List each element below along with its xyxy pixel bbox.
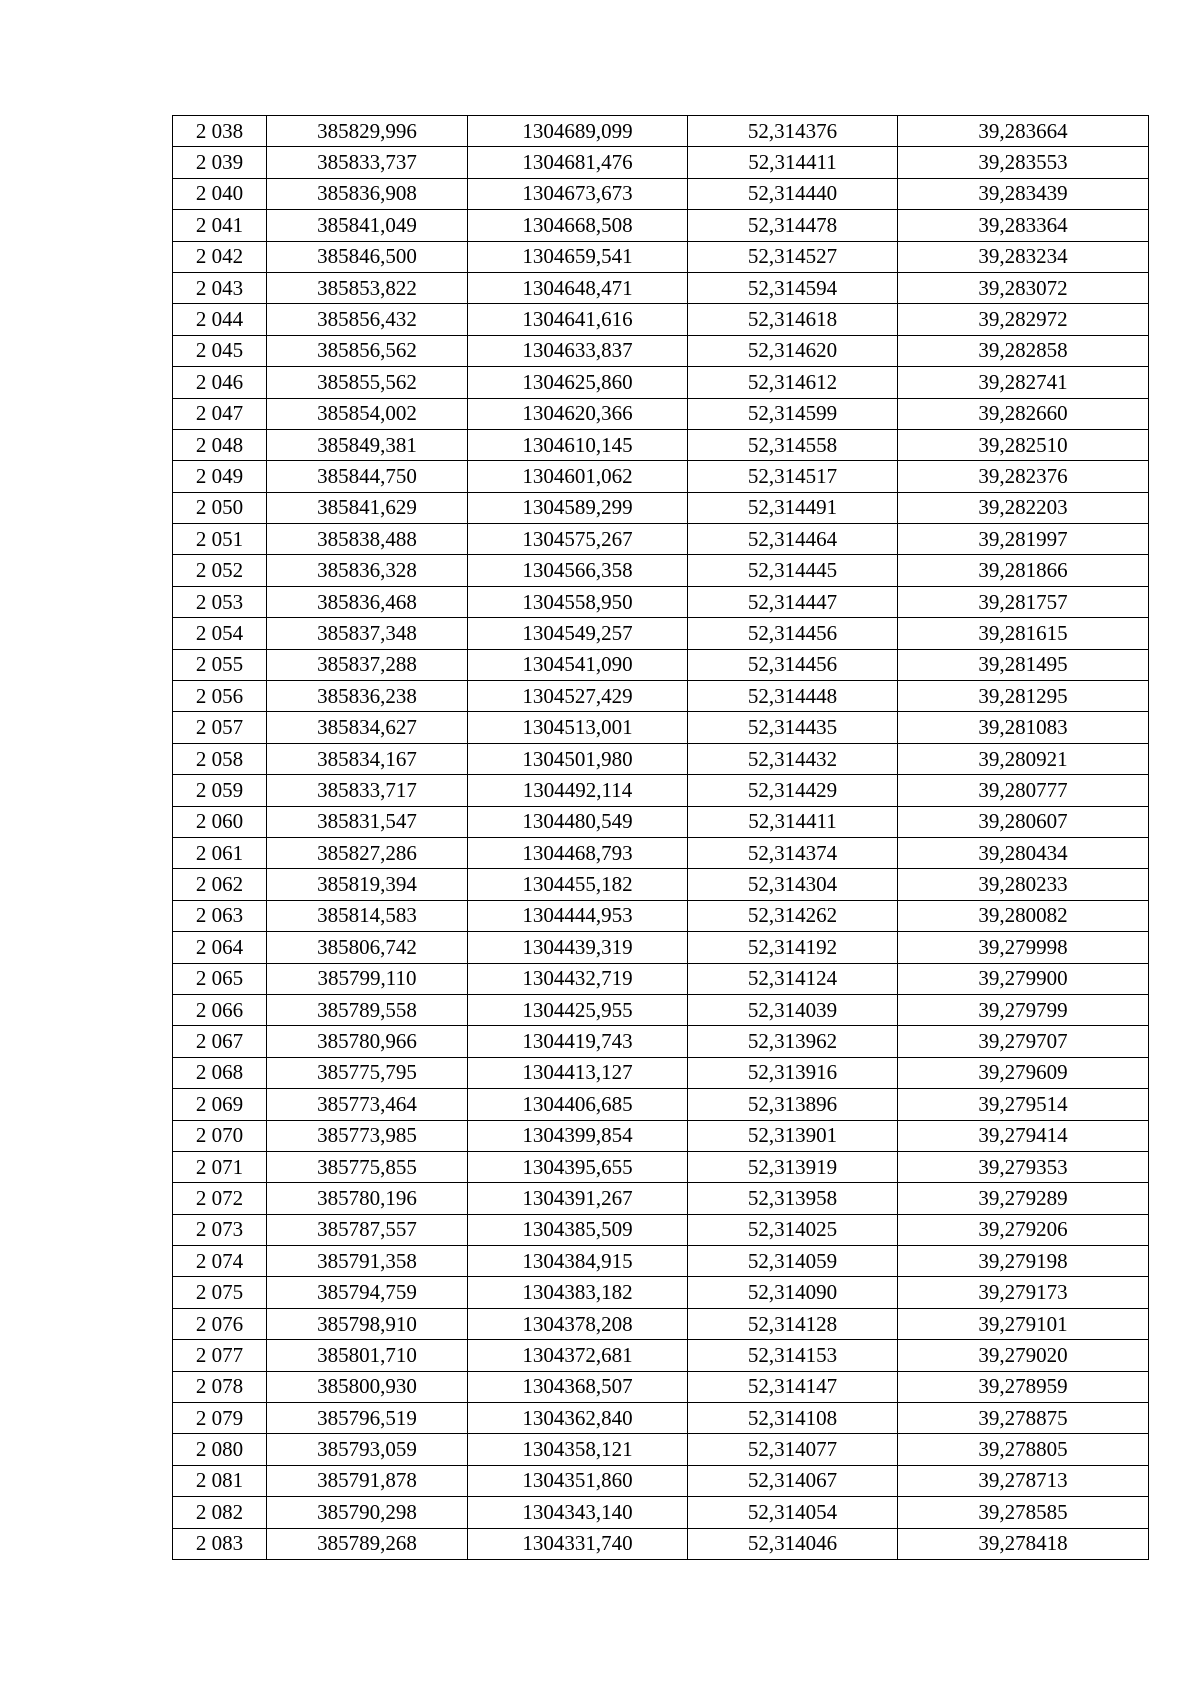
y-coordinate-cell: 1304419,743 (468, 1026, 688, 1057)
longitude-cell: 39,279101 (898, 1308, 1149, 1339)
x-coordinate-cell: 385780,196 (267, 1183, 468, 1214)
table-row (173, 1403, 1149, 1434)
y-coordinate-cell: 1304673,673 (468, 178, 688, 209)
point-number-cell: 2 046 (173, 367, 267, 398)
y-coordinate-cell: 1304432,719 (468, 963, 688, 994)
latitude-cell: 52,313896 (688, 1089, 898, 1120)
longitude-cell: 39,281083 (898, 712, 1149, 743)
latitude-cell: 52,314478 (688, 210, 898, 241)
x-coordinate-cell: 385834,627 (267, 712, 468, 743)
x-coordinate-cell: 385834,167 (267, 743, 468, 774)
y-coordinate-cell: 1304444,953 (468, 900, 688, 931)
longitude-cell: 39,278805 (898, 1434, 1149, 1465)
table-row (173, 272, 1149, 303)
point-number-cell: 2 080 (173, 1434, 267, 1465)
point-number-cell: 2 055 (173, 649, 267, 680)
latitude-cell: 52,314558 (688, 429, 898, 460)
y-coordinate-cell: 1304589,299 (468, 492, 688, 523)
longitude-cell: 39,282660 (898, 398, 1149, 429)
latitude-cell: 52,314025 (688, 1214, 898, 1245)
y-coordinate-cell: 1304558,950 (468, 586, 688, 617)
point-number-cell: 2 071 (173, 1151, 267, 1182)
y-coordinate-cell: 1304425,955 (468, 994, 688, 1025)
table-row (173, 1120, 1149, 1151)
point-number-cell: 2 078 (173, 1371, 267, 1402)
table-row (173, 147, 1149, 178)
latitude-cell: 52,314262 (688, 900, 898, 931)
y-coordinate-cell: 1304385,509 (468, 1214, 688, 1245)
x-coordinate-cell: 385836,238 (267, 681, 468, 712)
point-number-cell: 2 067 (173, 1026, 267, 1057)
longitude-cell: 39,282741 (898, 367, 1149, 398)
longitude-cell: 39,279289 (898, 1183, 1149, 1214)
latitude-cell: 52,313901 (688, 1120, 898, 1151)
longitude-cell: 39,283234 (898, 241, 1149, 272)
y-coordinate-cell: 1304668,508 (468, 210, 688, 241)
y-coordinate-cell: 1304492,114 (468, 775, 688, 806)
latitude-cell: 52,314447 (688, 586, 898, 617)
point-number-cell: 2 038 (173, 116, 267, 147)
y-coordinate-cell: 1304413,127 (468, 1057, 688, 1088)
point-number-cell: 2 047 (173, 398, 267, 429)
table-body (173, 116, 1149, 1560)
y-coordinate-cell: 1304659,541 (468, 241, 688, 272)
longitude-cell: 39,279799 (898, 994, 1149, 1025)
table-row (173, 524, 1149, 555)
latitude-cell: 52,314128 (688, 1308, 898, 1339)
table-row (173, 586, 1149, 617)
x-coordinate-cell: 385775,795 (267, 1057, 468, 1088)
y-coordinate-cell: 1304406,685 (468, 1089, 688, 1120)
point-number-cell: 2 050 (173, 492, 267, 523)
latitude-cell: 52,314376 (688, 116, 898, 147)
latitude-cell: 52,314039 (688, 994, 898, 1025)
longitude-cell: 39,279020 (898, 1340, 1149, 1371)
table-row (173, 1026, 1149, 1057)
latitude-cell: 52,314599 (688, 398, 898, 429)
table-row (173, 304, 1149, 335)
table-row (173, 178, 1149, 209)
longitude-cell: 39,282376 (898, 461, 1149, 492)
table-row (173, 1214, 1149, 1245)
y-coordinate-cell: 1304372,681 (468, 1340, 688, 1371)
y-coordinate-cell: 1304391,267 (468, 1183, 688, 1214)
latitude-cell: 52,314448 (688, 681, 898, 712)
table-row (173, 335, 1149, 366)
y-coordinate-cell: 1304620,366 (468, 398, 688, 429)
longitude-cell: 39,281757 (898, 586, 1149, 617)
point-number-cell: 2 081 (173, 1465, 267, 1496)
point-number-cell: 2 039 (173, 147, 267, 178)
latitude-cell: 52,314411 (688, 147, 898, 178)
x-coordinate-cell: 385787,557 (267, 1214, 468, 1245)
x-coordinate-cell: 385856,432 (267, 304, 468, 335)
x-coordinate-cell: 385819,394 (267, 869, 468, 900)
x-coordinate-cell: 385849,381 (267, 429, 468, 460)
latitude-cell: 52,314124 (688, 963, 898, 994)
point-number-cell: 2 060 (173, 806, 267, 837)
point-number-cell: 2 079 (173, 1403, 267, 1434)
point-number-cell: 2 042 (173, 241, 267, 272)
point-number-cell: 2 059 (173, 775, 267, 806)
latitude-cell: 52,314067 (688, 1465, 898, 1496)
table-row (173, 555, 1149, 586)
point-number-cell: 2 052 (173, 555, 267, 586)
x-coordinate-cell: 385775,855 (267, 1151, 468, 1182)
point-number-cell: 2 062 (173, 869, 267, 900)
y-coordinate-cell: 1304610,145 (468, 429, 688, 460)
y-coordinate-cell: 1304575,267 (468, 524, 688, 555)
point-number-cell: 2 070 (173, 1120, 267, 1151)
y-coordinate-cell: 1304468,793 (468, 837, 688, 868)
x-coordinate-cell: 385836,328 (267, 555, 468, 586)
point-number-cell: 2 076 (173, 1308, 267, 1339)
table-row (173, 806, 1149, 837)
latitude-cell: 52,314618 (688, 304, 898, 335)
x-coordinate-cell: 385773,464 (267, 1089, 468, 1120)
longitude-cell: 39,281495 (898, 649, 1149, 680)
point-number-cell: 2 041 (173, 210, 267, 241)
point-number-cell: 2 074 (173, 1246, 267, 1277)
longitude-cell: 39,280777 (898, 775, 1149, 806)
longitude-cell: 39,283553 (898, 147, 1149, 178)
y-coordinate-cell: 1304395,655 (468, 1151, 688, 1182)
x-coordinate-cell: 385796,519 (267, 1403, 468, 1434)
point-number-cell: 2 077 (173, 1340, 267, 1371)
point-number-cell: 2 068 (173, 1057, 267, 1088)
latitude-cell: 52,314517 (688, 461, 898, 492)
table-row (173, 1434, 1149, 1465)
table-row (173, 743, 1149, 774)
latitude-cell: 52,314456 (688, 649, 898, 680)
longitude-cell: 39,280607 (898, 806, 1149, 837)
point-number-cell: 2 051 (173, 524, 267, 555)
longitude-cell: 39,283664 (898, 116, 1149, 147)
y-coordinate-cell: 1304439,319 (468, 932, 688, 963)
longitude-cell: 39,281615 (898, 618, 1149, 649)
y-coordinate-cell: 1304527,429 (468, 681, 688, 712)
latitude-cell: 52,314456 (688, 618, 898, 649)
x-coordinate-cell: 385794,759 (267, 1277, 468, 1308)
x-coordinate-cell: 385833,737 (267, 147, 468, 178)
x-coordinate-cell: 385831,547 (267, 806, 468, 837)
x-coordinate-cell: 385814,583 (267, 900, 468, 931)
latitude-cell: 52,314077 (688, 1434, 898, 1465)
longitude-cell: 39,280233 (898, 869, 1149, 900)
latitude-cell: 52,314620 (688, 335, 898, 366)
x-coordinate-cell: 385844,750 (267, 461, 468, 492)
x-coordinate-cell: 385846,500 (267, 241, 468, 272)
point-number-cell: 2 053 (173, 586, 267, 617)
y-coordinate-cell: 1304399,854 (468, 1120, 688, 1151)
table-row (173, 932, 1149, 963)
latitude-cell: 52,314527 (688, 241, 898, 272)
longitude-cell: 39,282972 (898, 304, 1149, 335)
point-number-cell: 2 069 (173, 1089, 267, 1120)
longitude-cell: 39,281866 (898, 555, 1149, 586)
y-coordinate-cell: 1304358,121 (468, 1434, 688, 1465)
x-coordinate-cell: 385798,910 (267, 1308, 468, 1339)
longitude-cell: 39,280082 (898, 900, 1149, 931)
x-coordinate-cell: 385837,288 (267, 649, 468, 680)
table-row (173, 837, 1149, 868)
latitude-cell: 52,314374 (688, 837, 898, 868)
point-number-cell: 2 040 (173, 178, 267, 209)
longitude-cell: 39,278875 (898, 1403, 1149, 1434)
point-number-cell: 2 054 (173, 618, 267, 649)
latitude-cell: 52,314440 (688, 178, 898, 209)
point-number-cell: 2 058 (173, 743, 267, 774)
longitude-cell: 39,279198 (898, 1246, 1149, 1277)
longitude-cell: 39,279414 (898, 1120, 1149, 1151)
latitude-cell: 52,313962 (688, 1026, 898, 1057)
table-row (173, 1340, 1149, 1371)
point-number-cell: 2 063 (173, 900, 267, 931)
longitude-cell: 39,282203 (898, 492, 1149, 523)
table-row (173, 712, 1149, 743)
x-coordinate-cell: 385841,049 (267, 210, 468, 241)
longitude-cell: 39,280921 (898, 743, 1149, 774)
latitude-cell: 52,314304 (688, 869, 898, 900)
table-row (173, 241, 1149, 272)
y-coordinate-cell: 1304331,740 (468, 1528, 688, 1559)
longitude-cell: 39,279353 (898, 1151, 1149, 1182)
point-number-cell: 2 072 (173, 1183, 267, 1214)
longitude-cell: 39,278713 (898, 1465, 1149, 1496)
x-coordinate-cell: 385827,286 (267, 837, 468, 868)
latitude-cell: 52,314464 (688, 524, 898, 555)
table-row (173, 869, 1149, 900)
point-number-cell: 2 061 (173, 837, 267, 868)
table-row (173, 681, 1149, 712)
y-coordinate-cell: 1304513,001 (468, 712, 688, 743)
longitude-cell: 39,279998 (898, 932, 1149, 963)
longitude-cell: 39,279609 (898, 1057, 1149, 1088)
latitude-cell: 52,314147 (688, 1371, 898, 1402)
point-number-cell: 2 073 (173, 1214, 267, 1245)
latitude-cell: 52,314429 (688, 775, 898, 806)
latitude-cell: 52,314411 (688, 806, 898, 837)
longitude-cell: 39,279707 (898, 1026, 1149, 1057)
longitude-cell: 39,283439 (898, 178, 1149, 209)
table-row (173, 1465, 1149, 1496)
longitude-cell: 39,282858 (898, 335, 1149, 366)
table-row (173, 429, 1149, 460)
latitude-cell: 52,313958 (688, 1183, 898, 1214)
x-coordinate-cell: 385806,742 (267, 932, 468, 963)
x-coordinate-cell: 385773,985 (267, 1120, 468, 1151)
x-coordinate-cell: 385853,822 (267, 272, 468, 303)
y-coordinate-cell: 1304689,099 (468, 116, 688, 147)
y-coordinate-cell: 1304343,140 (468, 1497, 688, 1528)
point-number-cell: 2 082 (173, 1497, 267, 1528)
latitude-cell: 52,313916 (688, 1057, 898, 1088)
x-coordinate-cell: 385793,059 (267, 1434, 468, 1465)
y-coordinate-cell: 1304351,860 (468, 1465, 688, 1496)
longitude-cell: 39,283364 (898, 210, 1149, 241)
y-coordinate-cell: 1304681,476 (468, 147, 688, 178)
y-coordinate-cell: 1304625,860 (468, 367, 688, 398)
latitude-cell: 52,314612 (688, 367, 898, 398)
latitude-cell: 52,314432 (688, 743, 898, 774)
latitude-cell: 52,314054 (688, 1497, 898, 1528)
table-row (173, 367, 1149, 398)
point-number-cell: 2 083 (173, 1528, 267, 1559)
table-row (173, 994, 1149, 1025)
x-coordinate-cell: 385838,488 (267, 524, 468, 555)
point-number-cell: 2 056 (173, 681, 267, 712)
x-coordinate-cell: 385780,966 (267, 1026, 468, 1057)
x-coordinate-cell: 385829,996 (267, 116, 468, 147)
longitude-cell: 39,282510 (898, 429, 1149, 460)
point-number-cell: 2 057 (173, 712, 267, 743)
table-row (173, 1151, 1149, 1182)
longitude-cell: 39,279173 (898, 1277, 1149, 1308)
y-coordinate-cell: 1304368,507 (468, 1371, 688, 1402)
y-coordinate-cell: 1304384,915 (468, 1246, 688, 1277)
x-coordinate-cell: 385836,908 (267, 178, 468, 209)
latitude-cell: 52,314192 (688, 932, 898, 963)
table-row (173, 1308, 1149, 1339)
longitude-cell: 39,278418 (898, 1528, 1149, 1559)
table-row (173, 1528, 1149, 1559)
x-coordinate-cell: 385854,002 (267, 398, 468, 429)
x-coordinate-cell: 385790,298 (267, 1497, 468, 1528)
table-row (173, 1497, 1149, 1528)
longitude-cell: 39,279206 (898, 1214, 1149, 1245)
table-row (173, 398, 1149, 429)
longitude-cell: 39,278585 (898, 1497, 1149, 1528)
y-coordinate-cell: 1304549,257 (468, 618, 688, 649)
latitude-cell: 52,313919 (688, 1151, 898, 1182)
table-row (173, 492, 1149, 523)
table-row (173, 461, 1149, 492)
y-coordinate-cell: 1304378,208 (468, 1308, 688, 1339)
y-coordinate-cell: 1304455,182 (468, 869, 688, 900)
table-row (173, 1089, 1149, 1120)
longitude-cell: 39,281997 (898, 524, 1149, 555)
x-coordinate-cell: 385833,717 (267, 775, 468, 806)
x-coordinate-cell: 385841,629 (267, 492, 468, 523)
longitude-cell: 39,281295 (898, 681, 1149, 712)
point-number-cell: 2 049 (173, 461, 267, 492)
table-row (173, 1371, 1149, 1402)
y-coordinate-cell: 1304648,471 (468, 272, 688, 303)
point-number-cell: 2 045 (173, 335, 267, 366)
table-row (173, 618, 1149, 649)
x-coordinate-cell: 385789,558 (267, 994, 468, 1025)
table-row (173, 1183, 1149, 1214)
x-coordinate-cell: 385855,562 (267, 367, 468, 398)
y-coordinate-cell: 1304362,840 (468, 1403, 688, 1434)
latitude-cell: 52,314090 (688, 1277, 898, 1308)
point-number-cell: 2 044 (173, 304, 267, 335)
longitude-cell: 39,279900 (898, 963, 1149, 994)
longitude-cell: 39,279514 (898, 1089, 1149, 1120)
longitude-cell: 39,280434 (898, 837, 1149, 868)
table-row (173, 210, 1149, 241)
point-number-cell: 2 048 (173, 429, 267, 460)
longitude-cell: 39,278959 (898, 1371, 1149, 1402)
table-row (173, 900, 1149, 931)
table-row (173, 775, 1149, 806)
x-coordinate-cell: 385791,878 (267, 1465, 468, 1496)
point-number-cell: 2 065 (173, 963, 267, 994)
table-row (173, 116, 1149, 147)
table-row (173, 1277, 1149, 1308)
table-row (173, 649, 1149, 680)
latitude-cell: 52,314059 (688, 1246, 898, 1277)
table-row (173, 963, 1149, 994)
latitude-cell: 52,314435 (688, 712, 898, 743)
x-coordinate-cell: 385837,348 (267, 618, 468, 649)
y-coordinate-cell: 1304480,549 (468, 806, 688, 837)
y-coordinate-cell: 1304501,980 (468, 743, 688, 774)
latitude-cell: 52,314445 (688, 555, 898, 586)
x-coordinate-cell: 385836,468 (267, 586, 468, 617)
table-row (173, 1057, 1149, 1088)
coordinates-table (172, 115, 1149, 1560)
table-row (173, 1246, 1149, 1277)
x-coordinate-cell: 385856,562 (267, 335, 468, 366)
x-coordinate-cell: 385789,268 (267, 1528, 468, 1559)
latitude-cell: 52,314046 (688, 1528, 898, 1559)
y-coordinate-cell: 1304633,837 (468, 335, 688, 366)
y-coordinate-cell: 1304601,062 (468, 461, 688, 492)
x-coordinate-cell: 385801,710 (267, 1340, 468, 1371)
point-number-cell: 2 075 (173, 1277, 267, 1308)
longitude-cell: 39,283072 (898, 272, 1149, 303)
latitude-cell: 52,314153 (688, 1340, 898, 1371)
latitude-cell: 52,314594 (688, 272, 898, 303)
x-coordinate-cell: 385791,358 (267, 1246, 468, 1277)
y-coordinate-cell: 1304566,358 (468, 555, 688, 586)
y-coordinate-cell: 1304383,182 (468, 1277, 688, 1308)
x-coordinate-cell: 385800,930 (267, 1371, 468, 1402)
y-coordinate-cell: 1304641,616 (468, 304, 688, 335)
y-coordinate-cell: 1304541,090 (468, 649, 688, 680)
x-coordinate-cell: 385799,110 (267, 963, 468, 994)
point-number-cell: 2 043 (173, 272, 267, 303)
point-number-cell: 2 066 (173, 994, 267, 1025)
latitude-cell: 52,314108 (688, 1403, 898, 1434)
latitude-cell: 52,314491 (688, 492, 898, 523)
point-number-cell: 2 064 (173, 932, 267, 963)
